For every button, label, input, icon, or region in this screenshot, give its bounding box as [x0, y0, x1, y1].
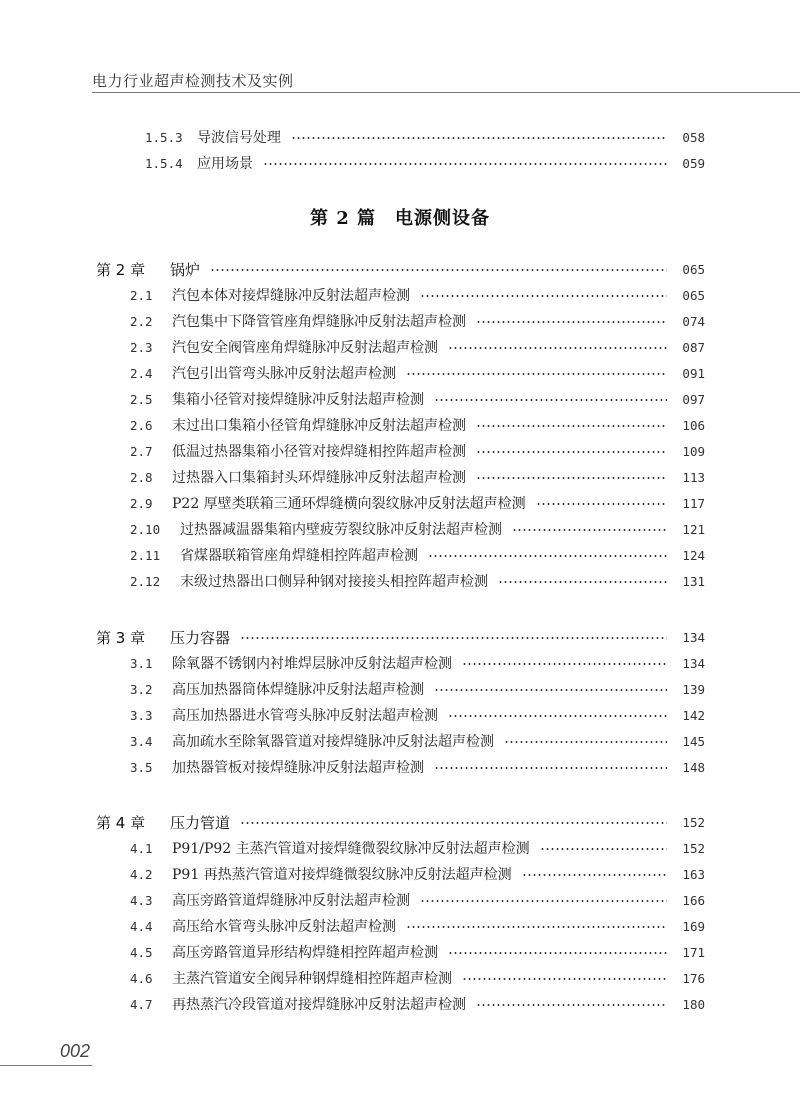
toc-entry[interactable]: [0, 863, 705, 885]
toc-entry-title: 再热蒸汽冷段管道对接焊缝脉冲反射法超声检测: [172, 997, 466, 1013]
dot-leader: [263, 163, 667, 165]
dot-leader: [434, 767, 667, 769]
toc-entry-page: 163: [682, 866, 705, 882]
toc-entry-page: 058: [682, 129, 705, 145]
toc-entry-title: P22 厚壁类联箱三通环焊缝横向裂纹脉冲反射法超声检测: [172, 496, 526, 512]
toc-entry-page: 166: [682, 892, 705, 908]
toc-entry-title: 高压旁路管道异形结构焊缝相控阵超声检测: [172, 945, 438, 961]
dot-leader: [476, 321, 667, 323]
toc-entry-number: 1.5.3: [145, 129, 183, 145]
chapter-page: 134: [682, 629, 705, 645]
toc-entry-title: 高压加热器筒体焊缝脉冲反射法超声检测: [172, 682, 424, 698]
toc-entry-page: 152: [682, 840, 705, 856]
chapter-entry[interactable]: [0, 258, 705, 280]
toc-entry-page: 139: [682, 681, 705, 697]
toc-entry-page: 180: [682, 996, 705, 1012]
toc-entry[interactable]: [0, 889, 705, 911]
toc-entry-page: 134: [682, 655, 705, 671]
toc-entry-title: 过热器减温器集箱内壁疲劳裂纹脉冲反射法超声检测: [180, 522, 502, 538]
toc-entry-page: 145: [682, 733, 705, 749]
dot-leader: [434, 689, 667, 691]
chapter-number: 第 2 章: [96, 260, 146, 279]
toc-entry[interactable]: [0, 518, 705, 540]
toc-entry-number: 2.7: [130, 443, 153, 459]
toc-entry-number: 4.4: [130, 918, 153, 934]
toc-entry-number: 3.4: [130, 733, 153, 749]
chapter-title: 压力管道: [170, 813, 231, 832]
toc-entry-page: 059: [682, 155, 705, 171]
toc-entry[interactable]: [0, 310, 705, 332]
toc-entry[interactable]: [0, 362, 705, 384]
dot-leader: [210, 269, 667, 271]
toc-entry-title: 低温过热器集箱小径管对接焊缝相控阵超声检测: [172, 444, 466, 460]
toc-entry[interactable]: [0, 837, 705, 859]
toc-entry-page: 117: [682, 495, 705, 511]
toc-entry-title: 汽包引出管弯头脉冲反射法超声检测: [172, 366, 396, 382]
toc-entry[interactable]: [0, 941, 705, 963]
dot-leader: [448, 715, 667, 717]
toc-entry-number: 3.1: [130, 655, 153, 671]
dot-leader: [462, 978, 667, 980]
toc-entry-number: 2.9: [130, 495, 153, 511]
toc-entry-number: 2.4: [130, 365, 153, 381]
toc-entry[interactable]: [0, 414, 705, 436]
dot-leader: [420, 900, 667, 902]
footer-rule: [0, 1065, 92, 1066]
dot-leader: [448, 347, 667, 349]
toc-entry[interactable]: [0, 678, 705, 700]
toc-entry-title: 末级过热器出口侧异种钢对接接头相控阵超声检测: [180, 574, 488, 590]
toc-entry-number: 1.5.4: [145, 155, 183, 171]
toc-entry-page: 087: [682, 339, 705, 355]
toc-entry-title: 导波信号处理: [197, 130, 281, 146]
toc-entry-number: 2.2: [130, 313, 153, 329]
toc-entry[interactable]: [0, 284, 705, 306]
chapter-entry[interactable]: [0, 811, 705, 833]
page-number: 002: [60, 1041, 91, 1061]
toc-entry-number: 2.5: [130, 391, 153, 407]
toc-entry-title: 除氧器不锈钢内衬堆焊层脉冲反射法超声检测: [172, 656, 452, 672]
running-header: 电力行业超声检测技术及实例: [92, 72, 294, 90]
toc-entry-title: 加热器管板对接焊缝脉冲反射法超声检测: [172, 760, 424, 776]
toc-entry-number: 4.3: [130, 892, 153, 908]
toc-entry-title: 汽包集中下降管管座角焊缝脉冲反射法超声检测: [172, 314, 466, 330]
toc-entry-title: 主蒸汽管道安全阀异种钢焊缝相控阵超声检测: [172, 971, 452, 987]
toc-entry-title: 高压给水管弯头脉冲反射法超声检测: [172, 919, 396, 935]
dot-leader: [240, 822, 667, 824]
toc-entry-page: 121: [682, 521, 705, 537]
toc-entry-number: 4.2: [130, 866, 153, 882]
toc-entry-number: 2.6: [130, 417, 153, 433]
toc-entry[interactable]: [0, 570, 705, 592]
toc-entry-page: 065: [682, 287, 705, 303]
toc-entry[interactable]: [0, 652, 705, 674]
toc-entry[interactable]: [0, 466, 705, 488]
toc-entry[interactable]: [0, 492, 705, 514]
dot-leader: [406, 373, 667, 375]
toc-entry[interactable]: [0, 152, 705, 174]
toc-entry-page: 074: [682, 313, 705, 329]
dot-leader: [476, 451, 667, 453]
dot-leader: [498, 581, 667, 583]
toc-entry-number: 4.6: [130, 970, 153, 986]
dot-leader: [512, 529, 667, 531]
toc-entry-page: 113: [682, 469, 705, 485]
dot-leader: [476, 1004, 667, 1006]
toc-entry-page: 131: [682, 573, 705, 589]
toc-entry-number: 2.11: [130, 547, 161, 563]
toc-entry-number: 2.12: [130, 573, 161, 589]
chapter-number: 第 3 章: [96, 628, 146, 647]
toc-entry-title: 汽包安全阀管座角焊缝脉冲反射法超声检测: [172, 340, 438, 356]
toc-entry-title: P91 再热蒸汽管道对接焊缝微裂纹脉冲反射法超声检测: [172, 867, 512, 883]
toc-entry-page: 169: [682, 918, 705, 934]
chapter-page: 152: [682, 814, 705, 830]
toc-entry[interactable]: [0, 704, 705, 726]
dot-leader: [434, 399, 667, 401]
dot-leader: [522, 874, 667, 876]
dot-leader: [406, 926, 667, 928]
toc-entry-title: 末过出口集箱小径管角焊缝脉冲反射法超声检测: [172, 418, 466, 434]
toc-entry[interactable]: [0, 126, 705, 148]
dot-leader: [291, 137, 667, 139]
toc-entry[interactable]: [0, 440, 705, 462]
chapter-entry[interactable]: [0, 626, 705, 648]
toc-entry-page: 176: [682, 970, 705, 986]
toc-entry-title: 高加疏水至除氧器管道对接焊缝脉冲反射法超声检测: [172, 734, 494, 750]
toc-entry-number: 3.3: [130, 707, 153, 723]
toc-entry-number: 4.5: [130, 944, 153, 960]
toc-entry-title: 省煤器联箱管座角焊缝相控阵超声检测: [180, 548, 418, 564]
toc-entry-page: 109: [682, 443, 705, 459]
dot-leader: [476, 477, 667, 479]
header-rule: [92, 92, 800, 93]
dot-leader: [420, 295, 667, 297]
toc-entry-title: 高压加热器进水管弯头脉冲反射法超声检测: [172, 708, 438, 724]
toc-entry-number: 3.2: [130, 681, 153, 697]
toc-entry-title: 集箱小径管对接焊缝脉冲反射法超声检测: [172, 392, 424, 408]
dot-leader: [240, 637, 667, 639]
toc-entry-number: 2.3: [130, 339, 153, 355]
dot-leader: [504, 741, 667, 743]
toc-entry[interactable]: [0, 756, 705, 778]
toc-entry[interactable]: [0, 730, 705, 752]
toc-entry[interactable]: [0, 967, 705, 989]
toc-entry-page: 097: [682, 391, 705, 407]
toc-entry-page: 171: [682, 944, 705, 960]
toc-entry-number: 4.1: [130, 840, 153, 856]
toc-entry-title: 汽包本体对接焊缝脉冲反射法超声检测: [172, 288, 410, 304]
chapter-page: 065: [682, 261, 705, 277]
toc-entry-title: 应用场景: [197, 156, 253, 172]
toc-entry-page: 142: [682, 707, 705, 723]
toc-entry[interactable]: [0, 915, 705, 937]
toc-entry-page: 148: [682, 759, 705, 775]
chapter-title: 锅炉: [170, 260, 201, 279]
toc-entry-number: 2.8: [130, 469, 153, 485]
dot-leader: [428, 555, 667, 557]
chapter-number: 第 4 章: [96, 813, 146, 832]
dot-leader: [476, 425, 667, 427]
toc-entry-title: 过热器入口集箱封头环焊缝脉冲反射法超声检测: [172, 470, 466, 486]
toc-entry-number: 3.5: [130, 759, 153, 775]
toc-entry[interactable]: [0, 544, 705, 566]
toc-entry-number: 4.7: [130, 996, 153, 1012]
toc-entry-page: 124: [682, 547, 705, 563]
part-title: 第 2 篇 电源侧设备: [309, 208, 491, 229]
dot-leader: [448, 952, 667, 954]
toc-entry-number: 2.1: [130, 287, 153, 303]
toc-entry-title: P91/P92 主蒸汽管道对接焊缝微裂纹脉冲反射法超声检测: [172, 841, 530, 857]
dot-leader: [462, 663, 667, 665]
toc-entry[interactable]: [0, 993, 705, 1015]
toc-entry[interactable]: [0, 388, 705, 410]
chapter-title: 压力容器: [170, 628, 231, 647]
toc-entry-title: 高压旁路管道焊缝脉冲反射法超声检测: [172, 893, 410, 909]
dot-leader: [536, 503, 667, 505]
toc-entry-number: 2.10: [130, 521, 161, 537]
toc-entry[interactable]: [0, 336, 705, 358]
dot-leader: [540, 848, 667, 850]
toc-entry-page: 106: [682, 417, 705, 433]
toc-entry-page: 091: [682, 365, 705, 381]
